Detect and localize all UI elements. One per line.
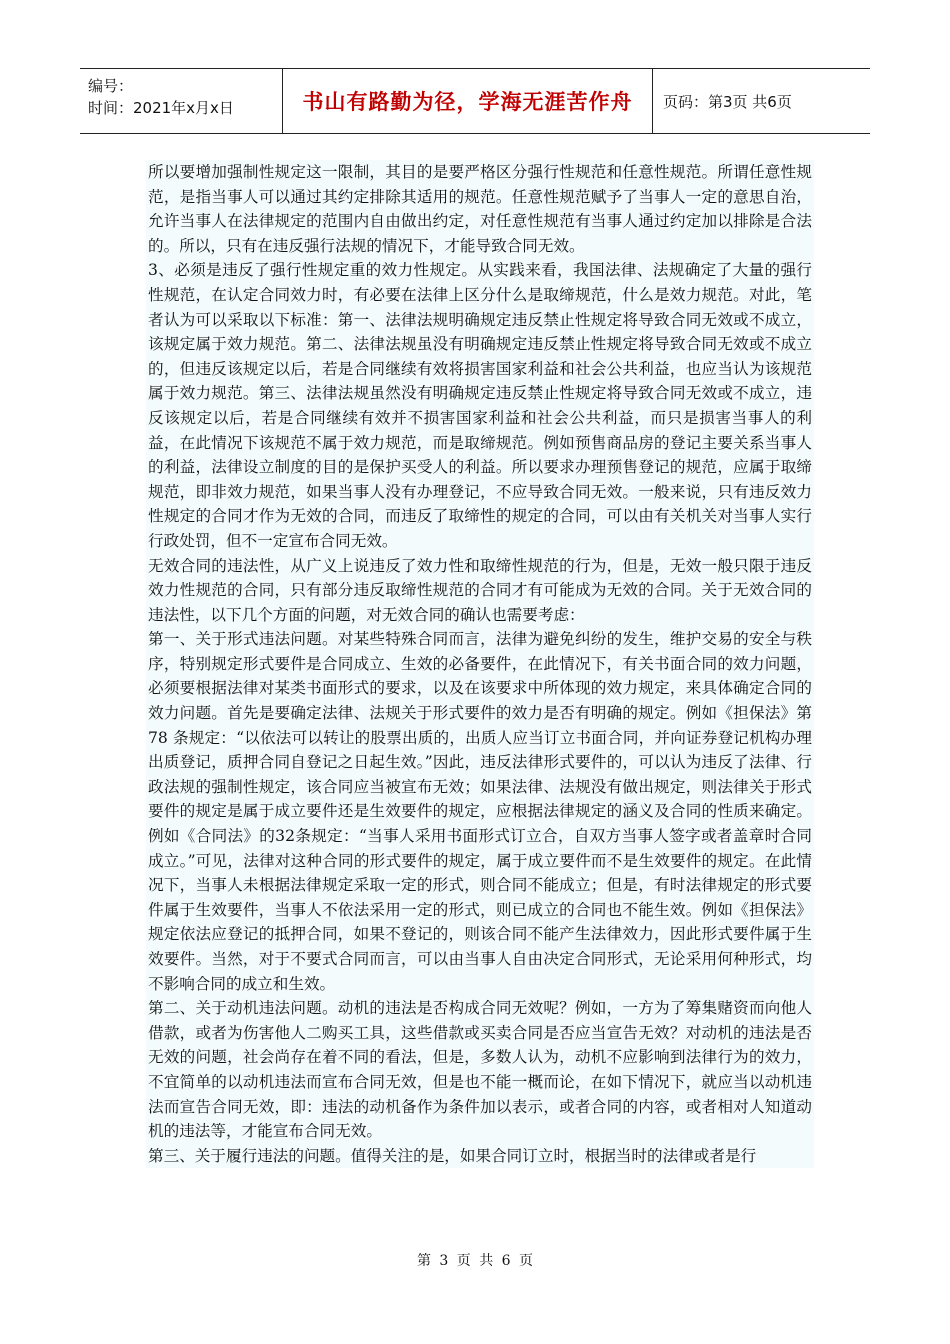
paragraph: 无效合同的违法性，从广义上说违反了效力性和取缔性规范的行为，但是，无效一般只限于违反效力性规范的合同，只有部分违反取缔性规范的合同才有可能成为无效的合同。关于无效合同的违法性，以下几个方面的问题，对无效合同的确认也需要考虑： — [148, 556, 812, 624]
document-body — [146, 160, 814, 1168]
header-motto: 书山有路勤为径，学海无涯苦作舟 — [302, 90, 633, 114]
page-footer: 第 3 页 共 6 页 — [416, 1253, 534, 1269]
paragraph: 第三、关于履行违法的问题。值得关注的是，如果合同订立时，根据当时的法律或者是行 — [148, 1146, 757, 1165]
document-time-label: 时间：2021年x月x日 — [88, 99, 234, 117]
page-header — [80, 68, 870, 134]
header-page-info: 页码：第3页 共6页 — [663, 92, 792, 111]
paragraph: 第二、关于动机违法问题。动机的违法是否构成合同无效呢？例如，一方为了筹集赌资而向他人借款，或者为伤害他人二购买工具，这些借款或买卖合同是否应当宣告无效？对动机的违法是否无效的问题，社会尚存在着不同的看法，但是，多数人认为，动机不应影响到法律行为的效力，不宜简单的以动机违法而宣布合同无效，但是也不能一概而论，在如下情况下，就应当以动机违法而宣告合同无效，即：违法的动机备作为条件加以表示，或者合同的内容，或者相对人知道动机的违法等，才能宣布合同无效。 — [148, 999, 812, 1141]
header-motto-cell — [283, 69, 653, 133]
header-meta — [80, 69, 283, 133]
paragraph: 3、必须是违反了强行性规定重的效力性规定。从实践来看，我国法律、法规确定了大量的强行性规范，在认定合同效力时，有必要在法律上区分什么是取缔规范，什么是效力规范。对此，笔者认为可以采取以下标准：第一、法律法规明确规定违反禁止性规定将导致合同无效或不成立，该规定属于效力规范。第二、法律法规虽没有明确规定违反禁止性规定将导致合同无效或不成立的，但违反该规定以后，若是合同继续有效将损害国家利益和社会公共利益，也应当认为该规范属于效力规范。第三、法律法规虽然没有明确规定违反禁止性规定将导致合同无效或不成立，违反该规定以后，若是合同继续有效并不损害国家利益和社会公共利益，而只是损害当事人的利益，在此情况下该规范不属于效力规范，而是取缔规范。例如预售商品房的登记主要关系当事人的利益，法律设立制度的目的是保护买受人的利益。所以要求办理预售登记的规范，应属于取缔规范，即非效力规范，如果当事人没有办理登记，不应导致合同无效。一般来说，只有违反效力性规定的合同才作为无效的合同，而违反了取缔性的规定的合同，可以由有关机关对当事人实行行政处罚，但不一定宣布合同无效。 — [148, 261, 812, 550]
paragraph: 所以要增加强制性规定这一限制，其目的是要严格区分强行性规范和任意性规范。所谓任意性规范，是指当事人可以通过其约定排除其适用的规范。任意性规范赋予了当事人一定的意思自治，允许当事人在法律规定的范围内自由做出约定，对任意性规范有当事人通过约定加以排除是合法的。所以，只有在违反强行法规的情况下，才能导致合同无效。 — [148, 163, 812, 255]
header-page-info-cell — [653, 69, 870, 133]
document-number-label: 编号： — [88, 77, 134, 95]
paragraph: 第一、关于形式违法问题。对某些特殊合同而言，法律为避免纠纷的发生，维护交易的安全与秩序，特别规定形式要件是合同成立、生效的必备要件，在此情况下，有关书面合同的效力问题，必须要根据法律对某类书面形式的要求，以及在该要求中所体现的效力规定，来具体确定合同的效力问题。首先是要确定法律、法规关于形式要件的效力是否有明确的规定。例如《担保法》第78 条规定：“以依法可以转让的股票出质的，出质人应当订立书面合同，并向证券登记机构办理出质登记，质押合同自登记之日起生效。”因此，违反法律形式要件的，可以认为违反了法律、行政法规的强制性规定，该合同应当被宣布无效；如果法律、法规没有做出规定，则法律关于形式要件的规定是属于成立要件还是生效要件的规定，应根据法律规定的涵义及合同的性质来确定。例如《合同法》的32条规定：“当事人采用书面形式订立合，自双方当事人签字或者盖章时合同成立。”可见，法律对这种合同的形式要件的规定，属于成立要件而不是生效要件的规定。在此情况下，当事人未根据法律规定采取一定的形式，则合同不能成立；但是，有时法律规定的形式要件属于生效要件，当事人不依法采用一定的形式，则已成立的合同也不能生效。例如《担保法》规定依法应登记的抵押合同，如果不登记的，则该合同不能产生法律效力，因此形式要件属于生效要件。当然，对于不要式合同而言，可以由当事人自由决定合同形式，无论采用何种形式，均不影响合同的成立和生效。 — [148, 630, 812, 993]
